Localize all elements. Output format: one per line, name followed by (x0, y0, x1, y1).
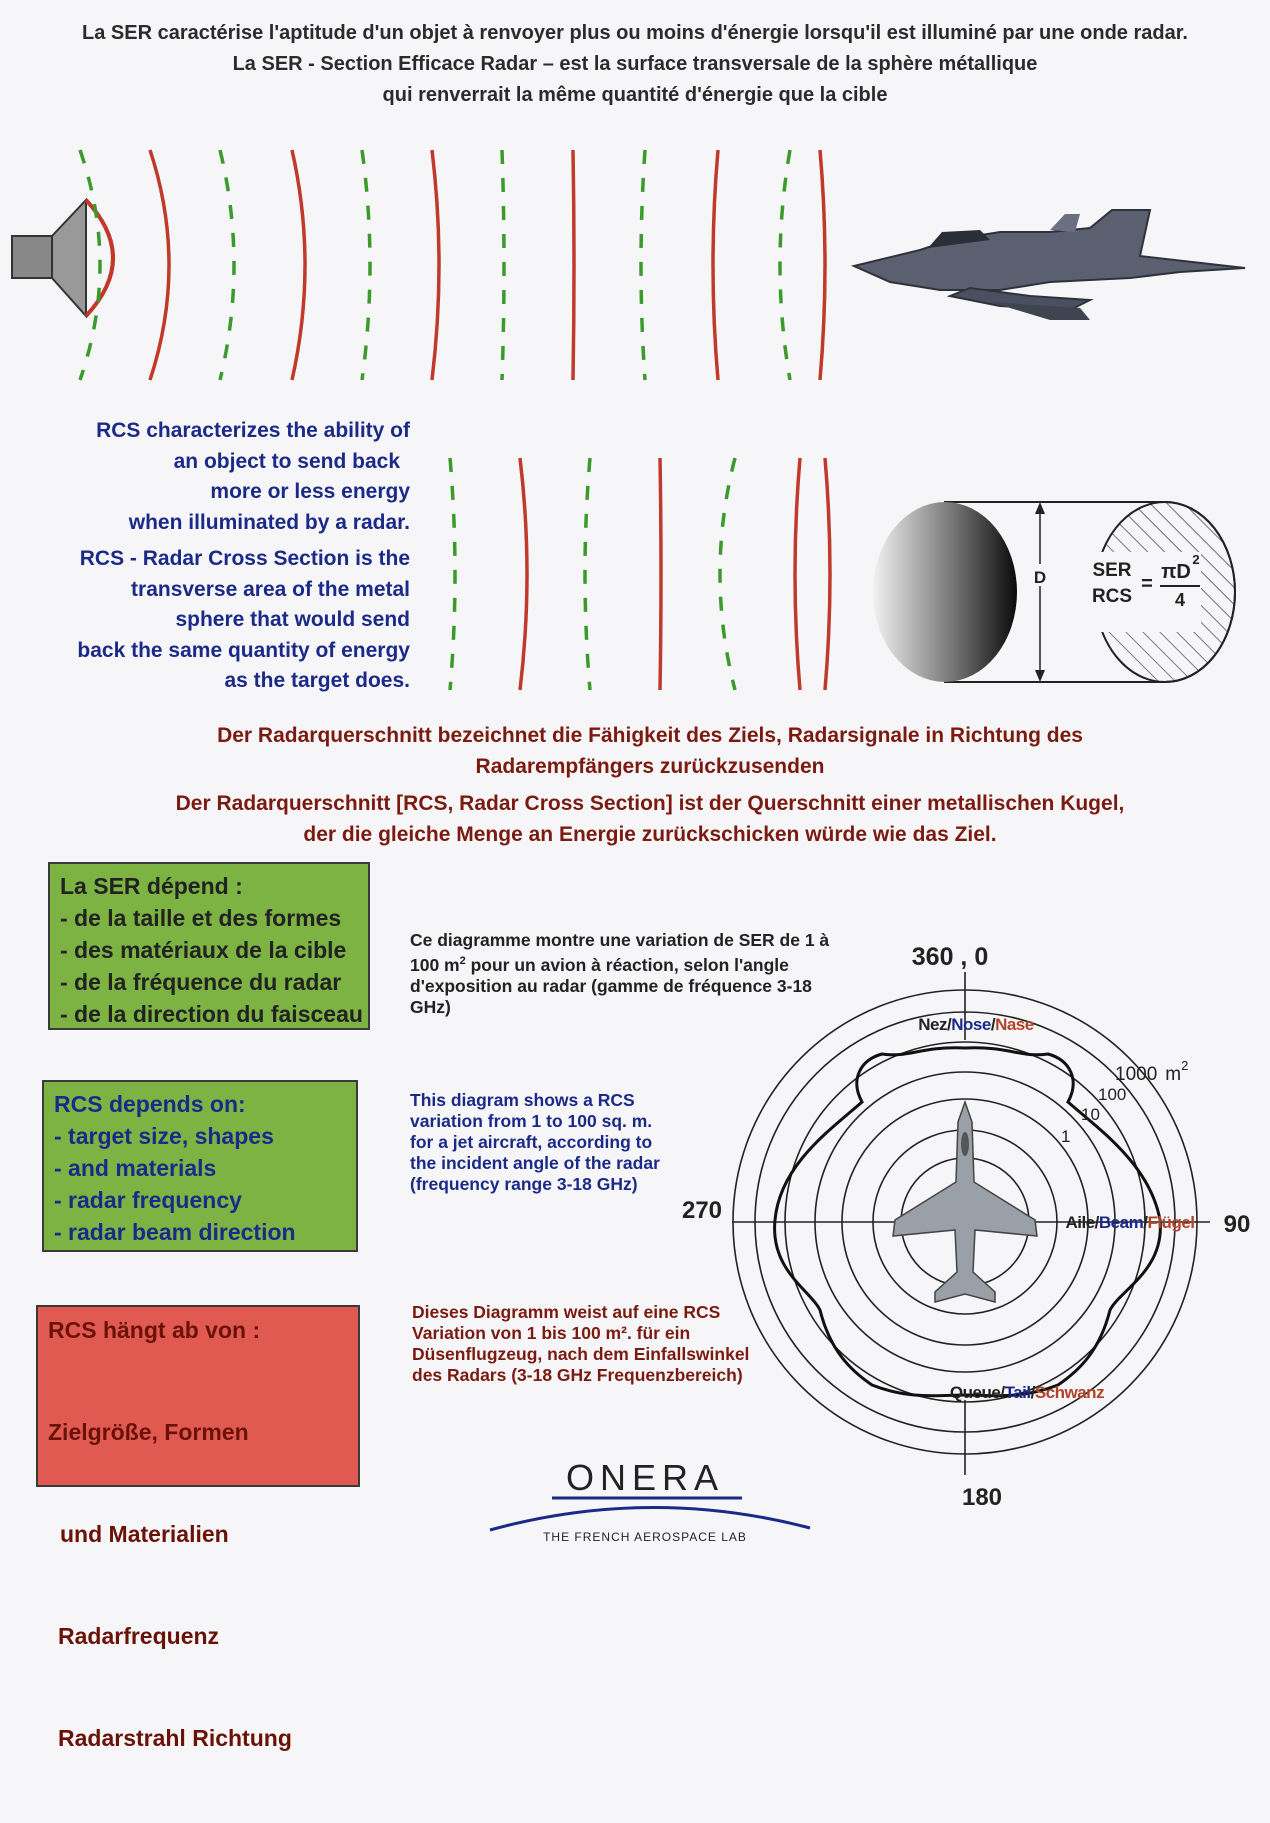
wave-front-red (795, 458, 800, 690)
wave-front-red (150, 150, 169, 380)
factor-item: Radarfrequenz (58, 1623, 220, 1649)
wave-front-green (641, 150, 645, 380)
direction-label-nose: Nez/Nose/Nase (918, 1015, 1034, 1034)
ring-label-1000: 1000 $m^2$ (1115, 1058, 1189, 1085)
german-intro-line-3: Der Radarquerschnitt [RCS, Radar Cross Section] ist der Querschnitt einer metallischen Kugel, (175, 792, 1125, 815)
diagram-description-german: Dieses Diagramm weist auf eine RCS Variation von 1 bis 100 m². für ein Düsenflugzeug, nach dem Einfallswinkel des Radars (3-18 GHz Frequenzbereich) (412, 1302, 750, 1385)
factors-title-french: La SER dépend : (60, 873, 243, 899)
sphere-equivalence-illustration (0, 440, 1270, 710)
formula-exponent: 2 (1192, 552, 1200, 567)
german-intro-line-2: Radarempfängers zurückzusenden (475, 755, 825, 778)
angle-label-bottom: 180 (961, 1484, 1003, 1511)
french-intro-line-3: qui renverrait la même quantité d'énergie que la cible (382, 84, 888, 106)
onera-tagline: THE FRENCH AEROSPACE LAB (543, 1530, 747, 1544)
german-intro-line-1: Der Radarquerschnitt bezeichnet die Fähigkeit des Ziels, Radarsignale in Richtung des (217, 724, 1083, 747)
wave-front-red (520, 458, 527, 690)
german-intro (120, 720, 1180, 850)
formula-ser: SER (1092, 560, 1132, 581)
french-intro-line-2: La SER - Section Efficace Radar – est la surface transversale de la sphère métallique (232, 53, 1038, 75)
formula-rcs: RCS (1091, 586, 1133, 607)
english-intro-line-3: more or less energy (210, 480, 410, 503)
english-intro-line-6: transverse area of the metal (131, 577, 410, 601)
english-intro-line-9: as the target does. (224, 669, 410, 692)
description-line: GHz) (410, 996, 451, 1017)
wave-front-green (362, 150, 370, 380)
angle-label-right: 90 (1223, 1211, 1251, 1238)
wave-front-green (780, 150, 790, 380)
english-intro-line-1: RCS characterizes the ability of (96, 419, 410, 442)
english-intro-line-4: when illuminated by a radar. (128, 510, 410, 534)
diameter-label: D (1033, 568, 1047, 587)
factors-box-french (48, 862, 370, 1030)
factors-title-english: RCS depends on: (54, 1091, 246, 1117)
formula-denominator: 4 (1174, 590, 1186, 610)
factor-item: - de la taille et des formes (60, 905, 342, 931)
wave-front-red (820, 150, 825, 380)
factor-item: - radar beam direction (54, 1219, 296, 1245)
wave-front-green (585, 458, 590, 690)
rcs-polar-diagram (660, 930, 1260, 1520)
french-intro (40, 18, 1230, 111)
english-intro-line-8: back the same quantity of energy (77, 638, 410, 662)
english-intro-line-5: RCS - Radar Cross Section is the (79, 547, 410, 570)
wave-front-red (432, 150, 439, 380)
formula-numerator: πD (1161, 561, 1191, 583)
french-intro-line-1: La SER caractérise l'aptitude d'un objet à renvoyer plus ou moins d'énergie lorsqu'il est illuminé par une onde radar. (82, 22, 1188, 44)
factor-item: - target size, shapes (54, 1123, 274, 1149)
factor-item: - des matériaux de la cible (60, 937, 347, 963)
factor-item: - and materials (54, 1155, 217, 1181)
factor-item: Radarstrahl Richtung (58, 1725, 292, 1751)
direction-label-beam: Aile/Beam/Flügel (1065, 1213, 1195, 1232)
factors-box-german (36, 1305, 360, 1751)
factors-title-german: RCS hängt ab von : (48, 1317, 261, 1343)
factor-item: - de la direction du faisceau (60, 1001, 363, 1027)
radar-wave-illustration (0, 130, 1270, 420)
factor-item: und Materialien (60, 1521, 229, 1547)
fighter-jet-icon (854, 210, 1245, 320)
wave-front-red (292, 150, 305, 380)
factors-box-english (42, 1080, 358, 1252)
wave-front-red (660, 458, 661, 690)
wave-front-green (450, 458, 455, 690)
onera-logo-wordmark: ONERA (565, 1457, 725, 1498)
english-intro-line-2: an object to send back (173, 449, 400, 473)
description-line: d'exposition au radar (gamme de fréquence 3-18 (410, 975, 812, 996)
diagram-description-english: This diagram shows a RCS variation from 1 to 100 sq. m. for a jet aircraft, according to the incident angle of the radar (frequency range 3-18 GHz) (410, 1090, 660, 1194)
formula-equals: = (1141, 573, 1153, 595)
german-intro-line-4: der die gleiche Menge an Energie zurückschicken würde wie das Ziel. (303, 823, 997, 846)
wave-front-red (825, 458, 830, 690)
aircraft-topview-icon (893, 1102, 1037, 1302)
wave-fronts-middle (450, 458, 830, 690)
ring-label-10: 10 (1081, 1105, 1100, 1124)
ring-label-100: 100 (1098, 1085, 1127, 1104)
ring-label-1: 1 (1061, 1127, 1071, 1146)
description-line: Ce diagramme montre une variation de SER de 1 à (410, 930, 830, 950)
wave-front-green (502, 150, 504, 380)
wave-front-green (720, 458, 735, 690)
description-line: 100 $m^2$ pour un avion à réaction, selon l'angle (410, 954, 789, 975)
factor-item: - radar frequency (54, 1187, 242, 1213)
factor-item: Zielgröße, Formen (48, 1419, 249, 1445)
direction-label-tail: Queue/Tail/Schwanz (949, 1383, 1105, 1402)
wave-fronts-top (80, 150, 825, 380)
factor-item: - de la fréquence du radar (60, 969, 342, 995)
english-intro-line-7: sphere that would send (175, 608, 410, 631)
wave-front-red (573, 150, 574, 380)
angle-label-top: 360 , 0 (911, 943, 989, 971)
wave-front-red (713, 150, 718, 380)
wave-front-green (220, 150, 234, 380)
angle-label-left: 270 (681, 1197, 723, 1224)
onera-logo (480, 1450, 820, 1550)
